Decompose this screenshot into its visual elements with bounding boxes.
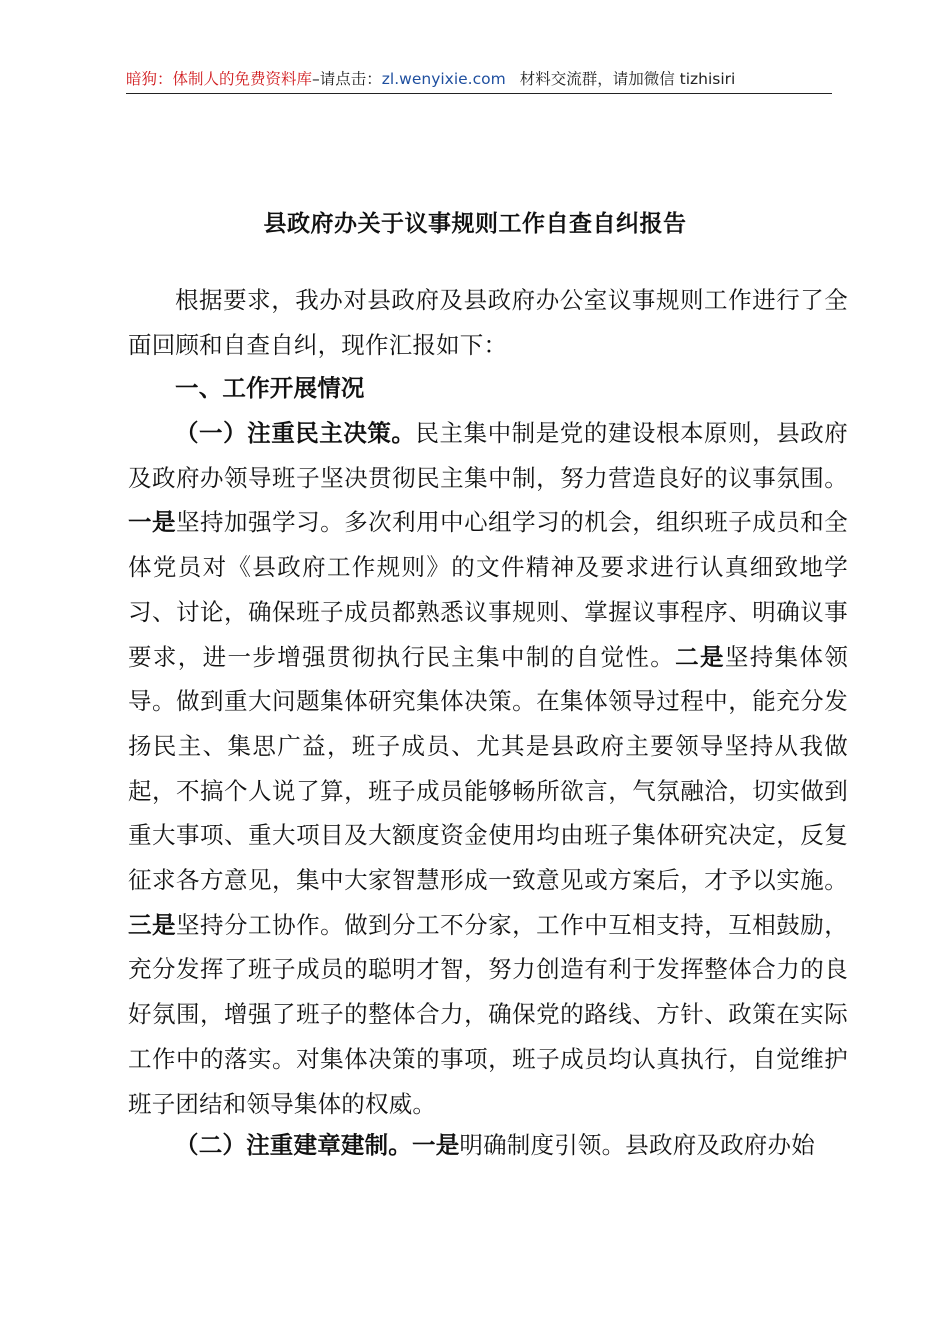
paragraph-rules-system (128, 1123, 848, 1168)
document-title: 县政府办关于议事规则工作自查自纠报告 (263, 211, 687, 237)
header-prompt: –请点击： (312, 70, 382, 88)
item1-keyword-2: 二是 (675, 642, 725, 671)
header-site-name: 暗狗：体制人的免费资料库 (126, 70, 313, 88)
item1-text-b: 坚持加强学习。多次利用中心组学习的机会，组织班子成员和全体党员对《县政府工作规则》的文件精神及要求进行认真细致地学习、讨论，确保班子成员都熟悉议事规则、掌握议事程序、明确议事要求，进一步增强贯彻执行民主集中制的自觉性。 (128, 508, 848, 671)
section-heading: 一、工作开展情况 (175, 374, 365, 402)
item2-text-a: 明确制度引领。县政府及政府办始 (459, 1131, 815, 1159)
item1-text-a: 民主集中制是党的建设根本原则，县政府及政府办领导班子坚决贯彻民主集中制，努力营造良好的议事氛围。 (128, 419, 848, 492)
item1-keyword-3: 三是 (128, 910, 177, 939)
item2-label: （二）注重建章建制。 (175, 1131, 412, 1159)
paragraph-democratic-decision (128, 411, 848, 1126)
item1-text-c: 坚持集体领导。做到重大问题集体研究集体决策。在集体领导过程中，能充分发扬民主、集思广益，班子成员、尤其是县政府主要领导坚持从我做起，不搞个人说了算，班子成员能够畅所欲言，气氛融洽，切实做到重大事项、重大项目及大额度资金使用均由班子集体研究决定，反复征求各方意见，集中大家智慧形成一致意见或方案后，才予以实施。 (128, 642, 849, 895)
intro-paragraph: 根据要求，我办对县政府及县政府办公室议事规则工作进行了全面回顾和自查自纠，现作汇报如下： (128, 286, 848, 359)
page-header (126, 66, 832, 94)
item1-label: （一）注重民主决策。 (175, 419, 416, 447)
item1-text-d: 坚持分工协作。做到分工不分家，工作中互相支持，互相鼓励，充分发挥了班子成员的聪明才智，努力创造有利于发挥整体合力的良好氛围，增强了班子的整体合力，确保党的路线、方针、政策在实际工作中的落实。对集体决策的事项，班子成员均认真执行，自觉维护班子团结和领导集体的权威。 (128, 910, 848, 1118)
header-contact: 材料交流群，请加微信 tizhisiri (519, 70, 736, 88)
item2-keyword-1: 一是 (412, 1131, 460, 1159)
header-url-link[interactable]: zl.wenyixie.com (381, 70, 506, 88)
item1-keyword-1: 一是 (128, 508, 177, 537)
